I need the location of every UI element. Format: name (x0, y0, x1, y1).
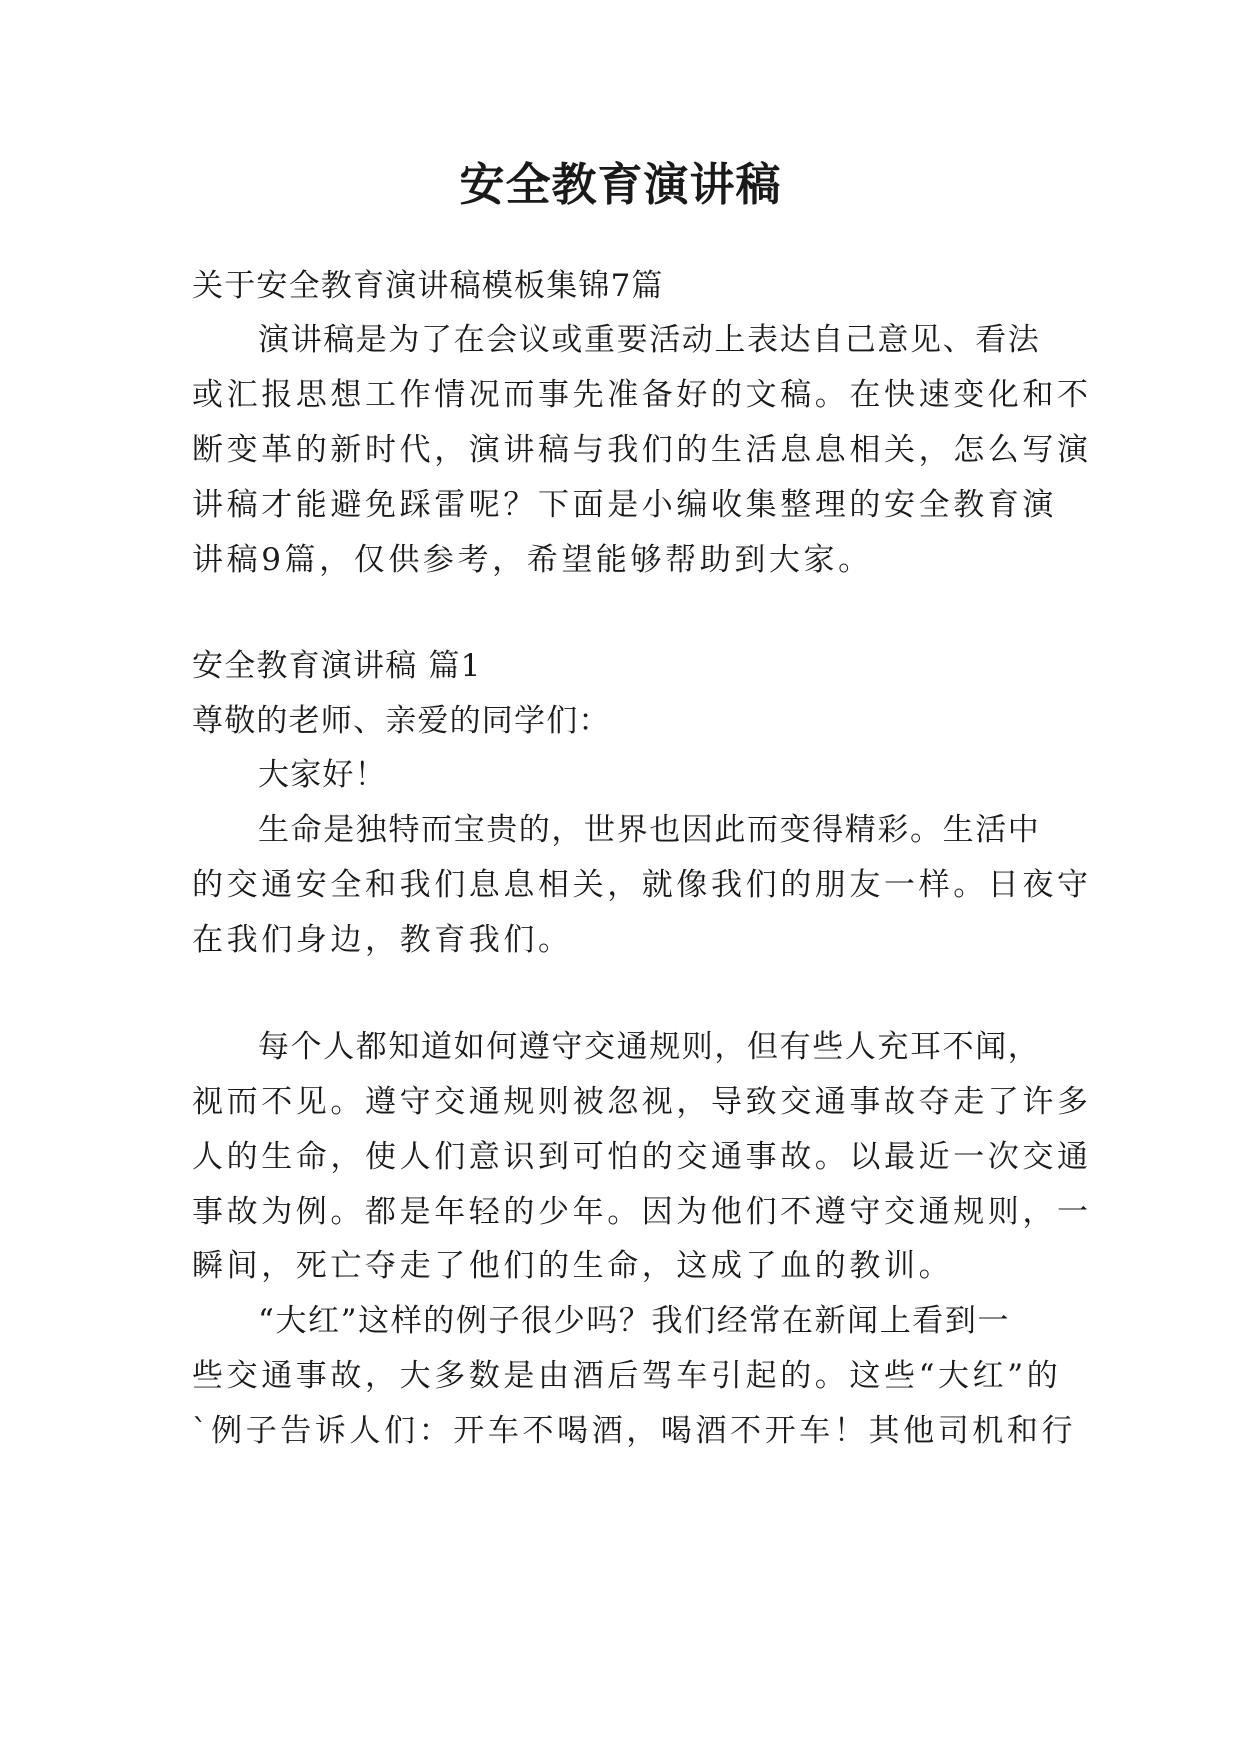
paragraph-line: 生命是独特而宝贵的，世界也因此而变得精彩。生活中 (258, 812, 1041, 848)
paragraph-line: `例子告诉人们：开车不喝酒，喝酒不开车！其他司机和行 (192, 1413, 1077, 1449)
paragraph-line: 视而不见。遵守交通规则被忽视，导致交通事故夺走了许多 (192, 1084, 1092, 1120)
intro-line: 讲稿9篇，仅供参考，希望能够帮助到大家。 (192, 542, 873, 578)
paragraph-line: 人的生命，使人们意识到可怕的交通事故。以最近一次交通 (192, 1139, 1092, 1175)
paragraph-line: 在我们身边，教育我们。 (192, 922, 573, 958)
paragraph-line: 事故为例。都是年轻的少年。因为他们不遵守交通规则，一 (192, 1194, 1092, 1230)
paragraph-line: 的交通安全和我们息息相关，就像我们的朋友一样。日夜守 (192, 867, 1092, 903)
paragraph-line: 些交通事故，大多数是由酒后驾车引起的。这些“大红”的 (192, 1358, 1062, 1394)
intro-line: 演讲稿是为了在会议或重要活动上表达自己意见、看法 (258, 322, 1041, 358)
paragraph-line: “大红”这样的例子很少吗？我们经常在新闻上看到一 (258, 1303, 1011, 1339)
section-heading: 安全教育演讲稿 篇1 (192, 648, 482, 684)
paragraph-line: 瞬间，死亡夺走了他们的生命，这成了血的教训。 (192, 1248, 954, 1284)
intro-line: 或汇报思想工作情况而事先准备好的文稿。在快速变化和不 (192, 377, 1092, 413)
greeting: 大家好！ (258, 757, 387, 793)
intro-line: 断变革的新时代，演讲稿与我们的生活息息相关，怎么写演 (192, 432, 1092, 468)
salutation: 尊敬的老师、亲爱的同学们： (192, 703, 611, 739)
document-title: 安全教育演讲稿 (459, 158, 782, 211)
paragraph-line: 每个人都知道如何遵守交通规则，但有些人充耳不闻， (258, 1029, 1041, 1065)
document-subtitle: 关于安全教育演讲稿模板集锦7篇 (192, 268, 664, 304)
intro-line: 讲稿才能避免踩雷呢？下面是小编收集整理的安全教育演 (192, 487, 1057, 523)
